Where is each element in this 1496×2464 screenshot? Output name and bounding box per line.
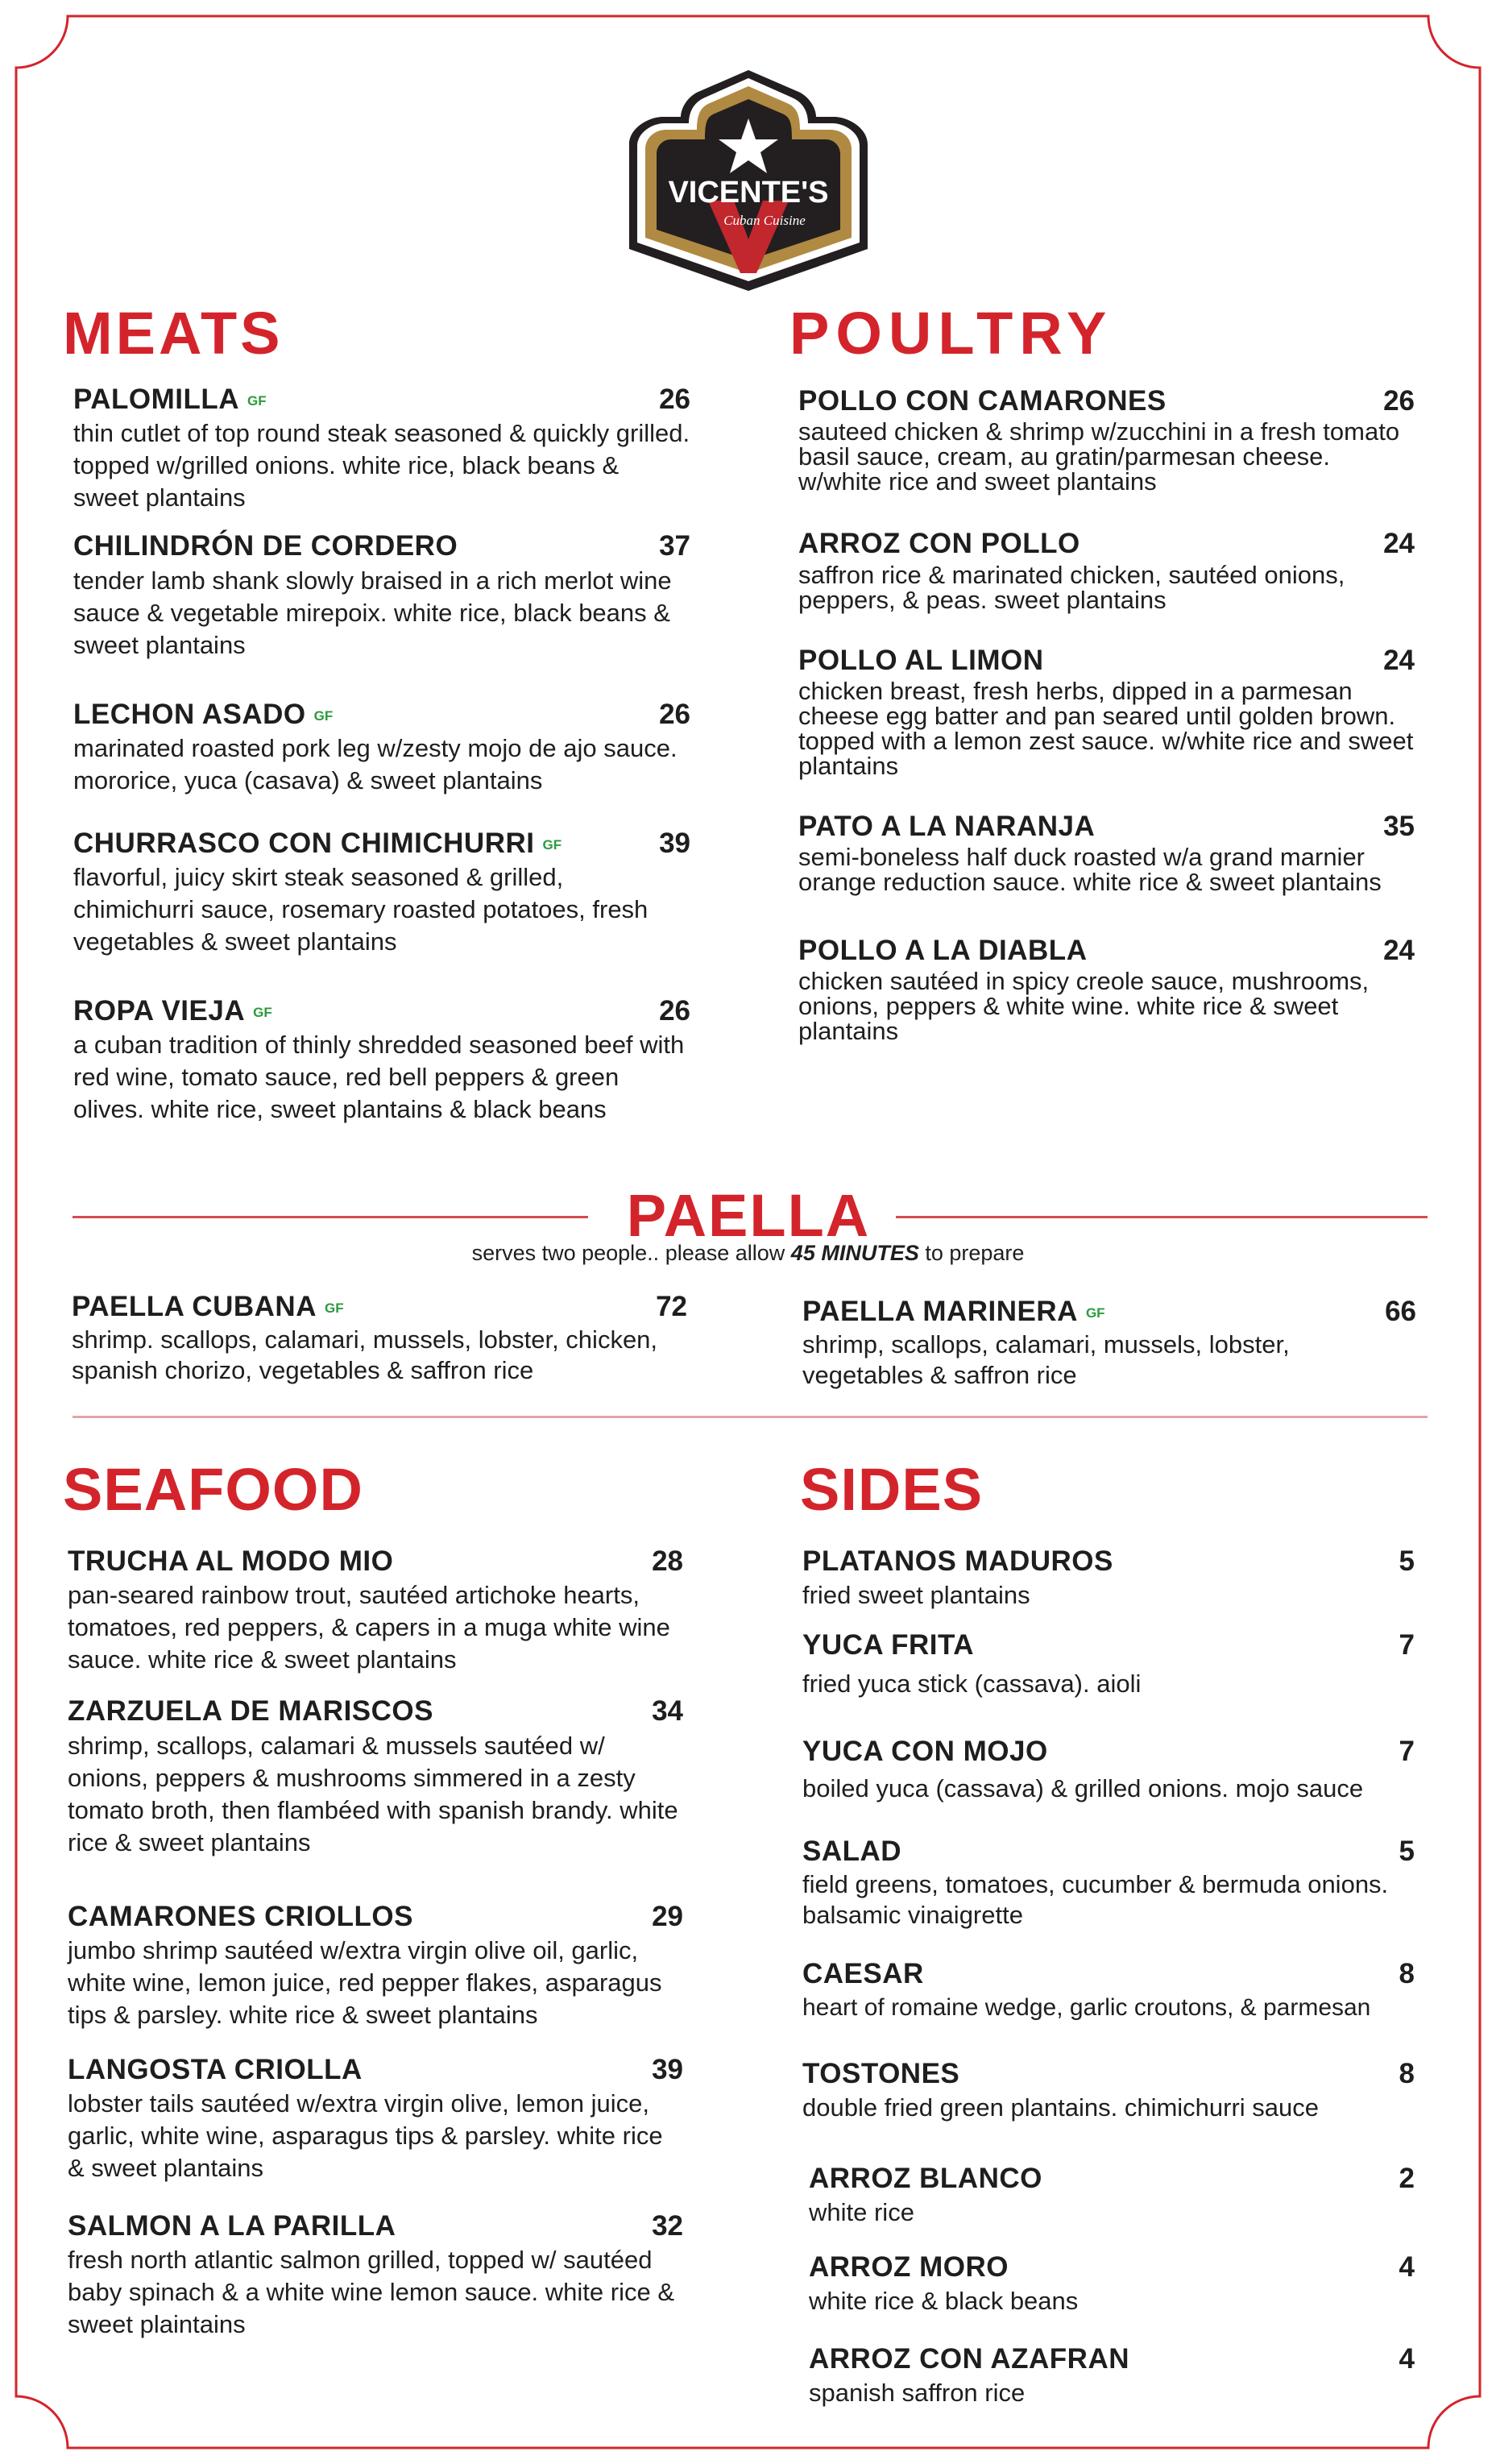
item-price: 7 — [1399, 1629, 1415, 1661]
item-price: 39 — [652, 2053, 683, 2085]
menu-item — [73, 530, 690, 661]
item-description: saffron rice & marinated chicken, sautéed onions, peppers, & peas. sweet plantains — [798, 560, 1345, 614]
item-name: YUCA CON MOJO — [802, 1736, 1048, 1767]
item-description: shrimp, scallops, calamari, mussels, lobster, vegetables & saffron rice — [802, 1330, 1290, 1390]
menu-item — [802, 1545, 1415, 1612]
item-price: 32 — [652, 2210, 683, 2242]
item-description: chicken breast, fresh herbs, dipped in a parmesan cheese egg batter and pan seared until golden brown. topped with a lemon zest sauce. w/white rice and sweet plantains — [798, 676, 1414, 780]
item-price: 26 — [659, 995, 690, 1027]
item-name: CAMARONES CRIOLLOS — [68, 1900, 413, 1932]
item-name: CHILINDRÓN DE CORDERO — [73, 530, 458, 562]
paella-rule-left — [73, 1216, 588, 1218]
menu-item — [73, 995, 690, 1126]
item-description: heart of romaine wedge, garlic croutons, & parmesan — [802, 1994, 1371, 2022]
item-price: 37 — [659, 530, 690, 562]
item-name: LANGOSTA CRIOLLA — [68, 2053, 363, 2085]
poultry-title: POULTRY — [789, 300, 1113, 367]
item-price: 28 — [652, 1545, 683, 1577]
item-name: SALMON A LA PARILLA — [68, 2210, 396, 2242]
gluten-free-badge: GF — [313, 707, 334, 724]
gluten-free-badge: GF — [247, 393, 267, 409]
item-description: tender lamb shank slowly braised in a rich merlot wine sauce & vegetable mirepoix. white rice, black beans & sweet plantains — [73, 566, 672, 659]
menu-item — [68, 1545, 683, 1676]
item-price: 5 — [1399, 1545, 1415, 1577]
item-description: pan-seared rainbow trout, sautéed artichoke hearts, tomatoes, red peppers, & capers in a muga white wine sauce. white rice & sweet plantains — [68, 1581, 670, 1674]
item-description: fresh north atlantic salmon grilled, topped w/ sautéed baby spinach & a white wine lemon sauce. white rice & sweet plaintains — [68, 2246, 675, 2339]
menu-item — [802, 1736, 1415, 1805]
item-price: 8 — [1399, 1958, 1415, 1989]
item-name: ROPA VIEJA — [73, 995, 246, 1027]
item-description: fried yuca stick (cassava). aioli — [802, 1670, 1142, 1699]
item-price: 4 — [1399, 2251, 1415, 2283]
menu-item — [72, 1291, 687, 1386]
item-name: POLLO A LA DIABLA — [798, 935, 1088, 966]
item-price: 26 — [1383, 385, 1415, 417]
item-name: PAELLA CUBANA — [72, 1291, 317, 1322]
menu-item — [802, 1836, 1415, 1931]
menu-item — [802, 1296, 1416, 1391]
gluten-free-badge: GF — [324, 1300, 344, 1316]
item-name: ARROZ MORO — [809, 2251, 1009, 2283]
item-name: POLLO AL LIMON — [798, 644, 1044, 676]
section-divider — [73, 1416, 1428, 1418]
item-name: YUCA FRITA — [802, 1629, 975, 1661]
item-price: 35 — [1383, 810, 1415, 842]
item-price: 8 — [1399, 2058, 1415, 2089]
item-description: thin cutlet of top round steak seasoned & quickly grilled. topped w/grilled onions. white rice, black beans & sweet plantains — [73, 419, 690, 512]
item-name: ARROZ CON AZAFRAN — [809, 2343, 1129, 2375]
item-description: jumbo shrimp sautéed w/extra virgin olive oil, garlic, white wine, lemon juice, red pepper flakes, asparagus tips & parsley. white rice & sweet plantains — [68, 1935, 662, 2029]
item-price: 39 — [659, 827, 690, 859]
item-name: LECHON ASADO — [73, 698, 306, 730]
item-name: POLLO CON CAMARONES — [798, 385, 1167, 417]
item-description: sauteed chicken & shrimp w/zucchini in a fresh tomato basil sauce, cream, au gratin/parmesan cheese. w/white rice and sweet plantains — [798, 417, 1400, 496]
menu-item — [73, 384, 690, 514]
brand-name: VICENTE'S — [668, 176, 829, 209]
item-price: 4 — [1399, 2343, 1415, 2375]
item-price: 72 — [656, 1291, 687, 1322]
item-description: white rice & black beans — [809, 2287, 1079, 2316]
menu-item — [802, 1958, 1415, 2024]
item-name: PLATANOS MADUROS — [802, 1545, 1113, 1577]
item-name: TOSTONES — [802, 2058, 960, 2089]
menu-item — [809, 2251, 1415, 2317]
item-price: 34 — [652, 1695, 683, 1728]
item-price: 26 — [659, 698, 690, 730]
item-price: 24 — [1383, 528, 1415, 560]
item-description: marinated roasted pork leg w/zesty mojo de ajo sauce. mororice, yuca (casava) & sweet plantains — [73, 733, 678, 794]
menu-item — [798, 935, 1415, 1046]
item-description: white rice — [809, 2198, 914, 2227]
item-price: 24 — [1383, 935, 1415, 966]
paella-marinera — [802, 1296, 1416, 1391]
item-name: PAELLA MARINERA — [802, 1296, 1078, 1327]
item-price: 66 — [1385, 1296, 1416, 1327]
menu-item — [802, 2058, 1415, 2124]
menu-item — [798, 528, 1415, 612]
paella-note: serves two people.. please allow 45 MINUTES to prepare — [471, 1241, 1025, 1265]
item-description: fried sweet plantains — [802, 1581, 1030, 1610]
item-name: CAESAR — [802, 1958, 924, 1989]
item-name: PATO A LA NARANJA — [798, 810, 1096, 842]
item-description: shrimp. scallops, calamari, mussels, lobster, chicken, spanish chorizo, vegetables & saffron rice — [72, 1325, 658, 1385]
poultry-section — [798, 385, 1415, 1046]
gluten-free-badge: GF — [253, 1005, 272, 1020]
item-description: flavorful, juicy skirt steak seasoned & grilled, chimichurri sauce, rosemary roasted potatoes, fresh vegetables & sweet plantains — [73, 863, 649, 956]
menu-item — [798, 645, 1415, 778]
item-name: ARROZ CON POLLO — [798, 528, 1080, 560]
item-name: ZARZUELA DE MARISCOS — [68, 1695, 433, 1728]
item-description: double fried green plantains. chimichurri sauce — [802, 2093, 1320, 2122]
item-description: spanish saffron rice — [809, 2379, 1026, 2408]
item-name: PALOMILLA — [73, 384, 240, 415]
item-name: SALAD — [802, 1836, 902, 1867]
vicentes-logo — [623, 67, 874, 294]
item-price: 26 — [659, 384, 690, 415]
seafood-title: SEAFOOD — [63, 1456, 363, 1523]
menu-item — [802, 1629, 1415, 1700]
menu-item — [809, 2163, 1415, 2229]
item-price: 7 — [1399, 1736, 1415, 1767]
item-description: field greens, tomatoes, cucumber & bermuda onions. balsamic vinaigrette — [802, 1870, 1389, 1930]
menu-item — [68, 2054, 683, 2184]
item-description: lobster tails sautéed w/extra virgin olive, lemon juice, garlic, white wine, asparagus tips & parsley. white rice & sweet plantains — [68, 2089, 663, 2182]
item-name: TRUCHA AL MODO MIO — [68, 1545, 394, 1577]
item-description: boiled yuca (cassava) & grilled onions. mojo sauce — [802, 1774, 1364, 1803]
menu-item — [73, 699, 690, 797]
sides-title: SIDES — [800, 1456, 984, 1523]
brand-tagline: Cuban Cuisine — [723, 213, 806, 228]
paella-cubana — [72, 1291, 687, 1386]
prep-time: 45 MINUTES — [790, 1241, 919, 1265]
item-description: semi-boneless half duck roasted w/a grand marnier orange reduction sauce. white rice & sweet plantains — [798, 843, 1382, 896]
meats-title: MEATS — [63, 300, 284, 367]
sides-section — [802, 1545, 1415, 2416]
paella-title: PAELLA — [626, 1182, 871, 1249]
menu-item — [68, 2210, 683, 2341]
item-price: 2 — [1399, 2163, 1415, 2194]
menu-item — [73, 828, 690, 958]
paella-rule-right — [896, 1216, 1428, 1218]
menu-item — [798, 811, 1415, 894]
menu-item — [68, 1695, 683, 1858]
gluten-free-badge: GF — [542, 836, 562, 852]
item-description: shrimp, scallops, calamari & mussels sautéed w/ onions, peppers & mushrooms simmered in a zesty tomato broth, then flambéed with spanish brandy. white rice & sweet plantains — [68, 1731, 678, 1856]
meats-section — [73, 384, 690, 1126]
item-price: 5 — [1399, 1836, 1415, 1867]
menu-item — [68, 1901, 683, 2031]
item-name: ARROZ BLANCO — [809, 2163, 1042, 2194]
item-description: chicken sautéed in spicy creole sauce, mushrooms, onions, peppers & white wine. white rice & sweet plantains — [798, 967, 1370, 1046]
item-description: a cuban tradition of thinly shredded seasoned beef with red wine, tomato sauce, red bell peppers & green olives. white rice, sweet plantains & black beans — [73, 1031, 685, 1124]
item-price: 24 — [1383, 644, 1415, 676]
item-price: 29 — [652, 1900, 683, 1932]
item-name: CHURRASCO CON CHIMICHURRI — [73, 827, 535, 859]
menu-item — [809, 2343, 1415, 2409]
menu-item — [798, 385, 1415, 494]
seafood-section — [68, 1545, 683, 2341]
gluten-free-badge: GF — [1085, 1305, 1105, 1321]
